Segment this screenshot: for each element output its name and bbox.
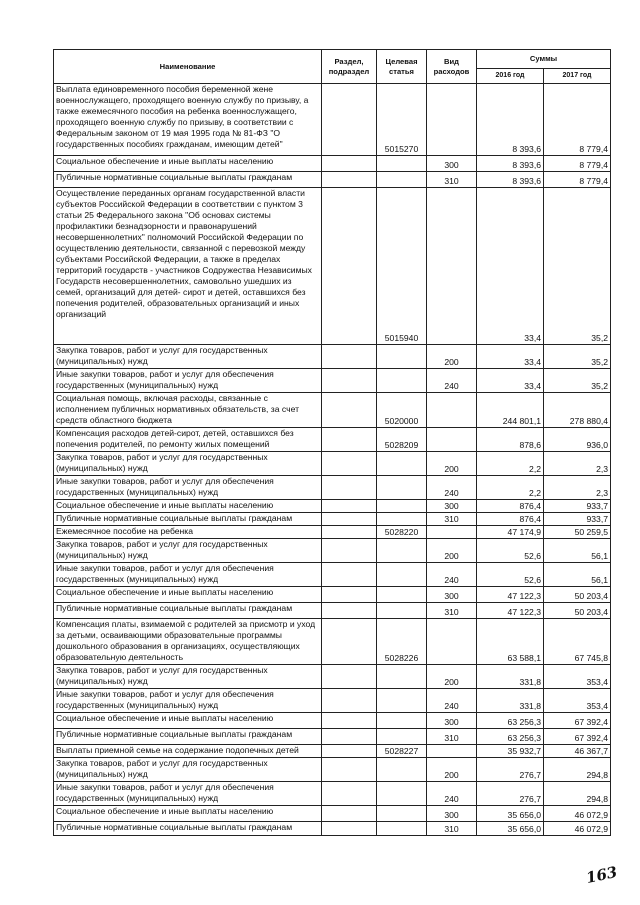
row-kind: 310 [427, 603, 477, 619]
row-value-2017: 35,2 [544, 188, 611, 345]
row-value-2016: 8 393,6 [477, 172, 544, 188]
row-target [377, 172, 427, 188]
row-value-2017: 294,8 [544, 782, 611, 806]
row-value-2016: 52,6 [477, 563, 544, 587]
row-name: Публичные нормативные социальные выплаты гражданам [54, 172, 322, 188]
row-target: 5028220 [377, 526, 427, 539]
row-section [322, 539, 377, 563]
row-value-2017: 50 203,4 [544, 603, 611, 619]
row-target [377, 500, 427, 513]
row-value-2016: 878,6 [477, 428, 544, 452]
row-value-2017: 278 880,4 [544, 393, 611, 428]
row-target: 5028226 [377, 619, 427, 665]
row-section [322, 603, 377, 619]
row-value-2016: 35 656,0 [477, 822, 544, 836]
table-row [54, 539, 611, 563]
row-value-2017: 35,2 [544, 345, 611, 369]
row-value-2016: 33,4 [477, 345, 544, 369]
row-name: Закупка товаров, работ и услуг для государственных (муниципальных) нужд [54, 345, 322, 369]
row-name: Ежемесячное пособие на ребенка [54, 526, 322, 539]
table-row [54, 689, 611, 713]
table-row [54, 526, 611, 539]
header-name: Наименование [54, 50, 322, 84]
table-row [54, 619, 611, 665]
row-name: Иные закупки товаров, работ и услуг для обеспечения государственных (муниципальных) нужд [54, 782, 322, 806]
row-kind: 240 [427, 476, 477, 500]
row-target [377, 345, 427, 369]
row-value-2017: 353,4 [544, 689, 611, 713]
row-name: Закупка товаров, работ и услуг для государственных (муниципальных) нужд [54, 452, 322, 476]
row-value-2016: 63 256,3 [477, 713, 544, 729]
row-section [322, 345, 377, 369]
budget-table [53, 49, 611, 836]
row-section [322, 745, 377, 758]
row-value-2016: 47 122,3 [477, 587, 544, 603]
row-kind [427, 428, 477, 452]
row-value-2017: 46 072,9 [544, 822, 611, 836]
header-year-2016: 2016 год [477, 69, 544, 84]
row-kind [427, 84, 477, 156]
row-kind: 240 [427, 563, 477, 587]
row-value-2017: 936,0 [544, 428, 611, 452]
table-row [54, 476, 611, 500]
row-section [322, 806, 377, 822]
row-kind [427, 393, 477, 428]
row-section [322, 84, 377, 156]
row-target [377, 452, 427, 476]
row-kind: 310 [427, 729, 477, 745]
row-value-2016: 331,8 [477, 665, 544, 689]
row-kind [427, 188, 477, 345]
row-kind: 300 [427, 500, 477, 513]
table-row [54, 500, 611, 513]
row-value-2017: 50 259,5 [544, 526, 611, 539]
row-section [322, 476, 377, 500]
table-row [54, 713, 611, 729]
table-row [54, 513, 611, 526]
header-sums: Суммы [477, 50, 611, 69]
row-value-2016: 276,7 [477, 782, 544, 806]
row-name: Публичные нормативные социальные выплаты гражданам [54, 822, 322, 836]
row-value-2017: 294,8 [544, 758, 611, 782]
row-value-2017: 67 392,4 [544, 729, 611, 745]
row-kind: 240 [427, 689, 477, 713]
row-value-2017: 35,2 [544, 369, 611, 393]
row-kind: 300 [427, 806, 477, 822]
row-kind [427, 526, 477, 539]
table-row [54, 84, 611, 156]
row-name: Публичные нормативные социальные выплаты гражданам [54, 513, 322, 526]
page-number: 163 [584, 862, 619, 888]
row-target: 5015270 [377, 84, 427, 156]
row-target [377, 476, 427, 500]
row-name: Закупка товаров, работ и услуг для государственных (муниципальных) нужд [54, 758, 322, 782]
row-name: Социальное обеспечение и иные выплаты населению [54, 500, 322, 513]
row-name: Социальное обеспечение и иные выплаты населению [54, 713, 322, 729]
table-body [54, 84, 611, 836]
row-value-2016: 47 122,3 [477, 603, 544, 619]
row-value-2017: 353,4 [544, 665, 611, 689]
row-target [377, 513, 427, 526]
row-name: Закупка товаров, работ и услуг для государственных (муниципальных) нужд [54, 539, 322, 563]
row-value-2016: 35 932,7 [477, 745, 544, 758]
row-section [322, 782, 377, 806]
row-section [322, 713, 377, 729]
row-value-2017: 67 745,8 [544, 619, 611, 665]
row-section [322, 156, 377, 172]
row-kind: 240 [427, 782, 477, 806]
row-section [322, 758, 377, 782]
row-value-2016: 52,6 [477, 539, 544, 563]
row-target [377, 782, 427, 806]
row-value-2016: 276,7 [477, 758, 544, 782]
table-row [54, 188, 611, 345]
row-target [377, 713, 427, 729]
table-row [54, 156, 611, 172]
row-name: Выплаты приемной семье на содержание подопечных детей [54, 745, 322, 758]
row-name: Закупка товаров, работ и услуг для государственных (муниципальных) нужд [54, 665, 322, 689]
table-row [54, 665, 611, 689]
row-kind: 200 [427, 539, 477, 563]
row-target [377, 539, 427, 563]
row-section [322, 563, 377, 587]
row-target [377, 563, 427, 587]
table-row [54, 428, 611, 452]
row-value-2017: 67 392,4 [544, 713, 611, 729]
row-target [377, 729, 427, 745]
row-target: 5020000 [377, 393, 427, 428]
row-kind: 300 [427, 713, 477, 729]
row-target [377, 758, 427, 782]
row-value-2017: 46 367,7 [544, 745, 611, 758]
row-name: Компенсация платы, взимаемой с родителей за присмотр и уход за детьми, осваивающими образовательные программы дошкольного образования в организациях, осуществляющих образовательную деятельность [54, 619, 322, 665]
row-kind: 200 [427, 758, 477, 782]
row-kind: 240 [427, 369, 477, 393]
row-section [322, 665, 377, 689]
row-name: Иные закупки товаров, работ и услуг для обеспечения государственных (муниципальных) нужд [54, 476, 322, 500]
row-name: Публичные нормативные социальные выплаты гражданам [54, 729, 322, 745]
row-value-2017: 8 779,4 [544, 172, 611, 188]
row-value-2016: 8 393,6 [477, 84, 544, 156]
row-section [322, 452, 377, 476]
row-value-2016: 876,4 [477, 500, 544, 513]
row-section [322, 428, 377, 452]
table-row [54, 452, 611, 476]
table-row [54, 745, 611, 758]
row-value-2017: 56,1 [544, 539, 611, 563]
row-value-2017: 933,7 [544, 500, 611, 513]
row-value-2016: 63 256,3 [477, 729, 544, 745]
row-kind: 200 [427, 345, 477, 369]
row-section [322, 729, 377, 745]
row-name: Иные закупки товаров, работ и услуг для обеспечения государственных (муниципальных) нужд [54, 689, 322, 713]
row-kind: 200 [427, 452, 477, 476]
row-section [322, 822, 377, 836]
row-kind: 310 [427, 822, 477, 836]
row-section [322, 188, 377, 345]
table-row [54, 729, 611, 745]
row-target [377, 806, 427, 822]
table-row [54, 563, 611, 587]
row-kind [427, 745, 477, 758]
row-value-2017: 2,3 [544, 452, 611, 476]
row-value-2016: 8 393,6 [477, 156, 544, 172]
header-kind: Вид расходов [427, 50, 477, 84]
row-value-2016: 2,2 [477, 476, 544, 500]
row-name: Социальная помощь, включая расходы, связанные с исполнением публичных нормативных обязательств, за счет средств областного бюджета [54, 393, 322, 428]
row-value-2016: 33,4 [477, 188, 544, 345]
table-row [54, 369, 611, 393]
row-section [322, 500, 377, 513]
row-section [322, 587, 377, 603]
row-kind: 200 [427, 665, 477, 689]
table-row [54, 172, 611, 188]
row-section [322, 526, 377, 539]
row-target [377, 665, 427, 689]
row-kind: 310 [427, 172, 477, 188]
row-kind: 300 [427, 156, 477, 172]
row-kind: 300 [427, 587, 477, 603]
row-section [322, 513, 377, 526]
row-value-2017: 8 779,4 [544, 156, 611, 172]
row-value-2017: 50 203,4 [544, 587, 611, 603]
row-value-2017: 56,1 [544, 563, 611, 587]
row-target [377, 587, 427, 603]
row-name: Иные закупки товаров, работ и услуг для обеспечения государственных (муниципальных) нужд [54, 369, 322, 393]
row-value-2016: 33,4 [477, 369, 544, 393]
table-row [54, 345, 611, 369]
row-section [322, 172, 377, 188]
row-target [377, 369, 427, 393]
row-name: Осуществление переданных органам государственной власти субъектов Российской Федерации в соответствии с пунктом 3 статьи 25 Федерального закона "Об основах системы профилактики безнадзорности и правонарушений несовершеннолетних" полномочий Российской Федерации по осуществлению деятельности, связанной с перевозкой между субъектами Российской Федерации, а также в пределах территорий государств - участников Содружества Независимых Государств несовершеннолетних, самовольно ушедших из семей, организаций для детей- сирот и детей, оставшихся без попечения родителей, образовательных организаций и иных организаций [54, 188, 322, 345]
table-row [54, 393, 611, 428]
row-name: Социальное обеспечение и иные выплаты населению [54, 156, 322, 172]
table-row [54, 822, 611, 836]
row-target: 5028209 [377, 428, 427, 452]
row-section [322, 689, 377, 713]
row-value-2017: 2,3 [544, 476, 611, 500]
row-value-2016: 2,2 [477, 452, 544, 476]
row-target [377, 689, 427, 713]
table-row [54, 806, 611, 822]
row-section [322, 619, 377, 665]
row-name: Иные закупки товаров, работ и услуг для обеспечения государственных (муниципальных) нужд [54, 563, 322, 587]
row-name: Социальное обеспечение и иные выплаты населению [54, 806, 322, 822]
row-value-2016: 244 801,1 [477, 393, 544, 428]
row-name: Публичные нормативные социальные выплаты гражданам [54, 603, 322, 619]
row-value-2017: 46 072,9 [544, 806, 611, 822]
row-kind [427, 619, 477, 665]
row-target: 5028227 [377, 745, 427, 758]
table-row [54, 603, 611, 619]
row-target [377, 822, 427, 836]
table-row [54, 758, 611, 782]
row-value-2016: 876,4 [477, 513, 544, 526]
row-value-2016: 35 656,0 [477, 806, 544, 822]
row-section [322, 369, 377, 393]
row-name: Социальное обеспечение и иные выплаты населению [54, 587, 322, 603]
row-name: Выплата единовременного пособия беременной жене военнослужащего, проходящего военную службу по призыву, а также ежемесячного пособия на ребенка военнослужащего, проходящего военную службу по призыву, в соответствии с Федеральным законом от 19 мая 1995 года № 81-ФЗ "О государственных пособиях гражданам, имеющим детей" [54, 84, 322, 156]
row-value-2016: 47 174,9 [477, 526, 544, 539]
table-row [54, 587, 611, 603]
row-kind: 310 [427, 513, 477, 526]
row-value-2017: 933,7 [544, 513, 611, 526]
table-row [54, 782, 611, 806]
row-section [322, 393, 377, 428]
row-target [377, 603, 427, 619]
header-target: Целевая статья [377, 50, 427, 84]
header-year-2017: 2017 год [544, 69, 611, 84]
row-target: 5015940 [377, 188, 427, 345]
row-value-2016: 331,8 [477, 689, 544, 713]
row-value-2016: 63 588,1 [477, 619, 544, 665]
row-name: Компенсация расходов детей-сирот, детей, оставшихся без попечения родителей, по ремонту жилых помещений [54, 428, 322, 452]
row-target [377, 156, 427, 172]
row-value-2017: 8 779,4 [544, 84, 611, 156]
header-section: Раздел, подраздел [322, 50, 377, 84]
